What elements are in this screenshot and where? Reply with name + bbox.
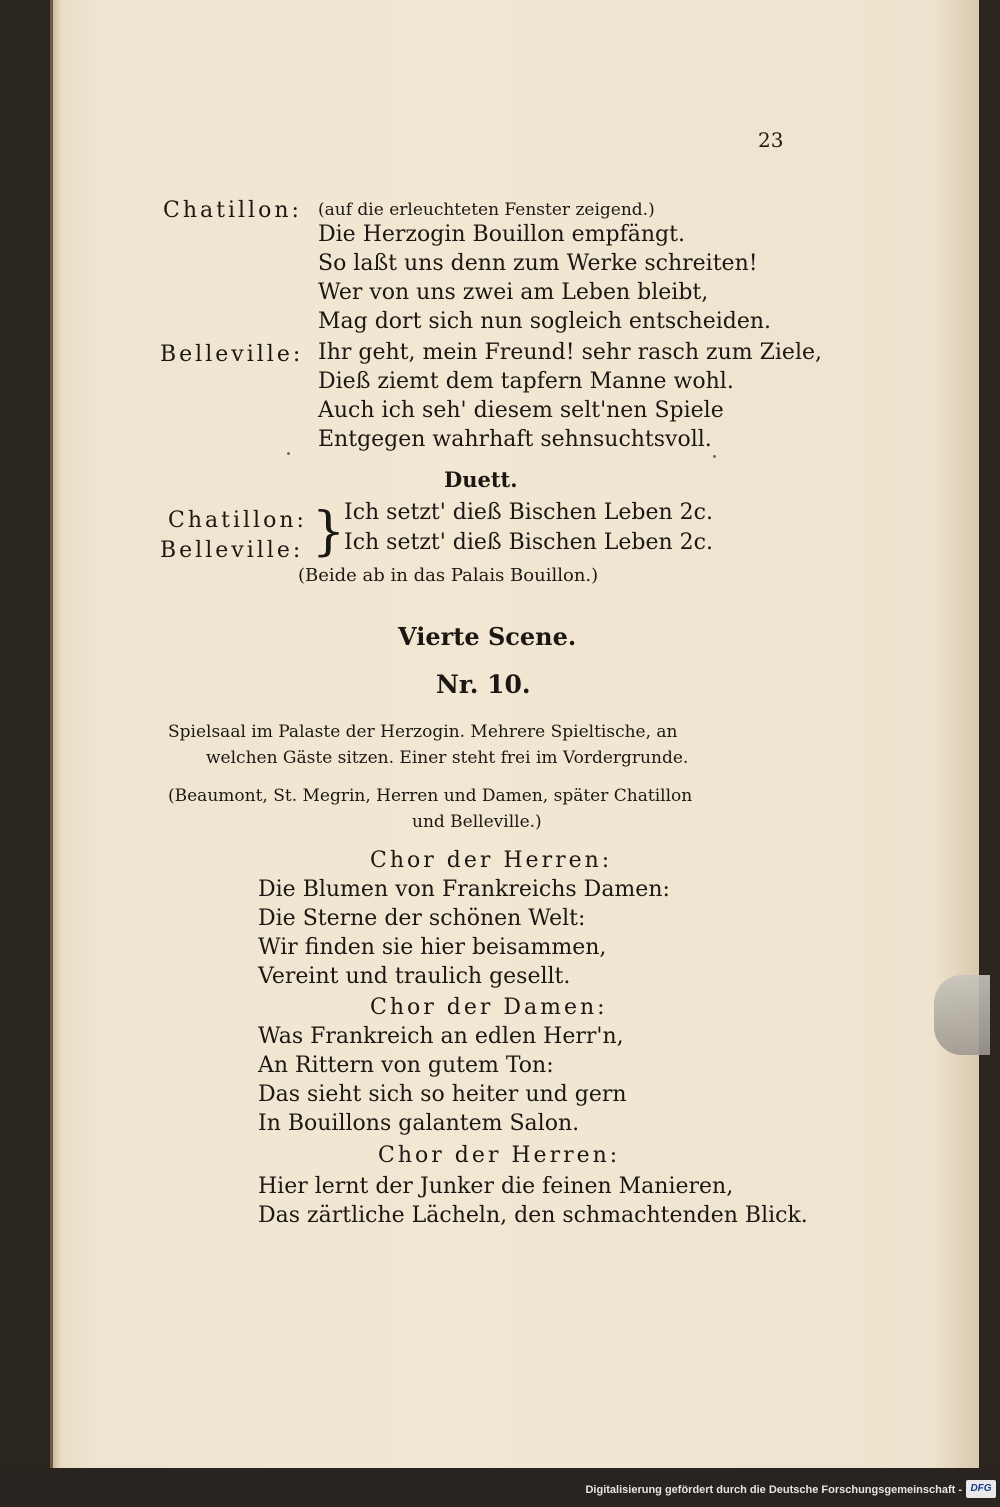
exit-direction: (Beide ab in das Palais Bouillon.)	[298, 565, 599, 586]
verse-line: Was Frankreich an edlen Herr'n,	[258, 1024, 624, 1049]
verse-line: Die Sterne der schönen Welt:	[258, 906, 586, 931]
verse-line: So laßt uns denn zum Werke schreiten!	[318, 251, 758, 276]
verse-line: Wer von uns zwei am Leben bleibt,	[318, 280, 709, 305]
duett-heading: Duett.	[444, 467, 518, 492]
cast-text: (Beaumont, St. Megrin, Herren und Damen, später Chatillon	[168, 786, 693, 806]
verse-line: Hier lernt der Junker die feinen Manieren,	[258, 1174, 734, 1199]
speaker-belleville: Belleville:	[160, 538, 304, 563]
chorus-herren-heading: Chor der Herren:	[378, 1143, 621, 1168]
verse-line: Ihr geht, mein Freund! sehr rasch zum Ziele,	[318, 340, 823, 365]
chorus-herren-heading: Chor der Herren:	[370, 848, 613, 873]
dfg-logo: DFG	[966, 1480, 996, 1498]
verse-line: Vereint und traulich gesellt.	[258, 964, 571, 989]
paper-speck	[713, 455, 716, 458]
verse-line: Das zärtliche Lächeln, den schmachtenden Blick.	[258, 1203, 808, 1228]
stage-direction: (auf die erleuchteten Fenster zeigend.)	[318, 200, 655, 220]
paper-speck	[287, 452, 290, 455]
scene-title: Vierte Scene.	[398, 622, 577, 651]
verse-line: Mag dort sich nun sogleich entscheiden.	[318, 309, 772, 334]
verse-line: In Bouillons galantem Salon.	[258, 1111, 580, 1136]
digitization-credit: Digitalisierung gefördert durch die Deutsche Forschungsgemeinschaft -	[585, 1484, 962, 1496]
verse-line: Auch ich seh' diesem selt'nen Spiele	[318, 398, 724, 423]
page-number: 23	[758, 128, 784, 152]
chorus-damen-heading: Chor der Damen:	[370, 995, 608, 1020]
duett-line: Ich setzt' dieß Bischen Leben 2c.	[344, 500, 713, 525]
verse-line: An Rittern von gutem Ton:	[258, 1053, 554, 1078]
verse-line: Dieß ziemt dem tapfern Manne wohl.	[318, 369, 734, 394]
cast-text: und Belleville.)	[412, 812, 542, 832]
verse-line: Die Blumen von Frankreichs Damen:	[258, 877, 670, 902]
duett-line: Ich setzt' dieß Bischen Leben 2c.	[344, 530, 713, 555]
verse-line: Entgegen wahrhaft sehnsuchtsvoll.	[318, 427, 712, 452]
speaker-belleville: Belleville:	[160, 342, 304, 367]
setting-text: Spielsaal im Palaste der Herzogin. Mehrere Spieltische, an	[168, 722, 678, 742]
verse-line: Das sieht sich so heiter und gern	[258, 1082, 627, 1107]
scene-number: Nr. 10.	[436, 670, 531, 699]
page-clip-tab	[934, 975, 990, 1055]
speaker-chatillon: Chatillon:	[168, 508, 307, 533]
speaker-chatillon: Chatillon:	[163, 198, 302, 223]
verse-line: Wir finden sie hier beisammen,	[258, 935, 607, 960]
curly-brace-icon: }	[312, 502, 346, 562]
setting-text: welchen Gäste sitzen. Einer steht frei im Vordergrunde.	[206, 748, 689, 768]
verse-line: Die Herzogin Bouillon empfängt.	[318, 222, 685, 247]
